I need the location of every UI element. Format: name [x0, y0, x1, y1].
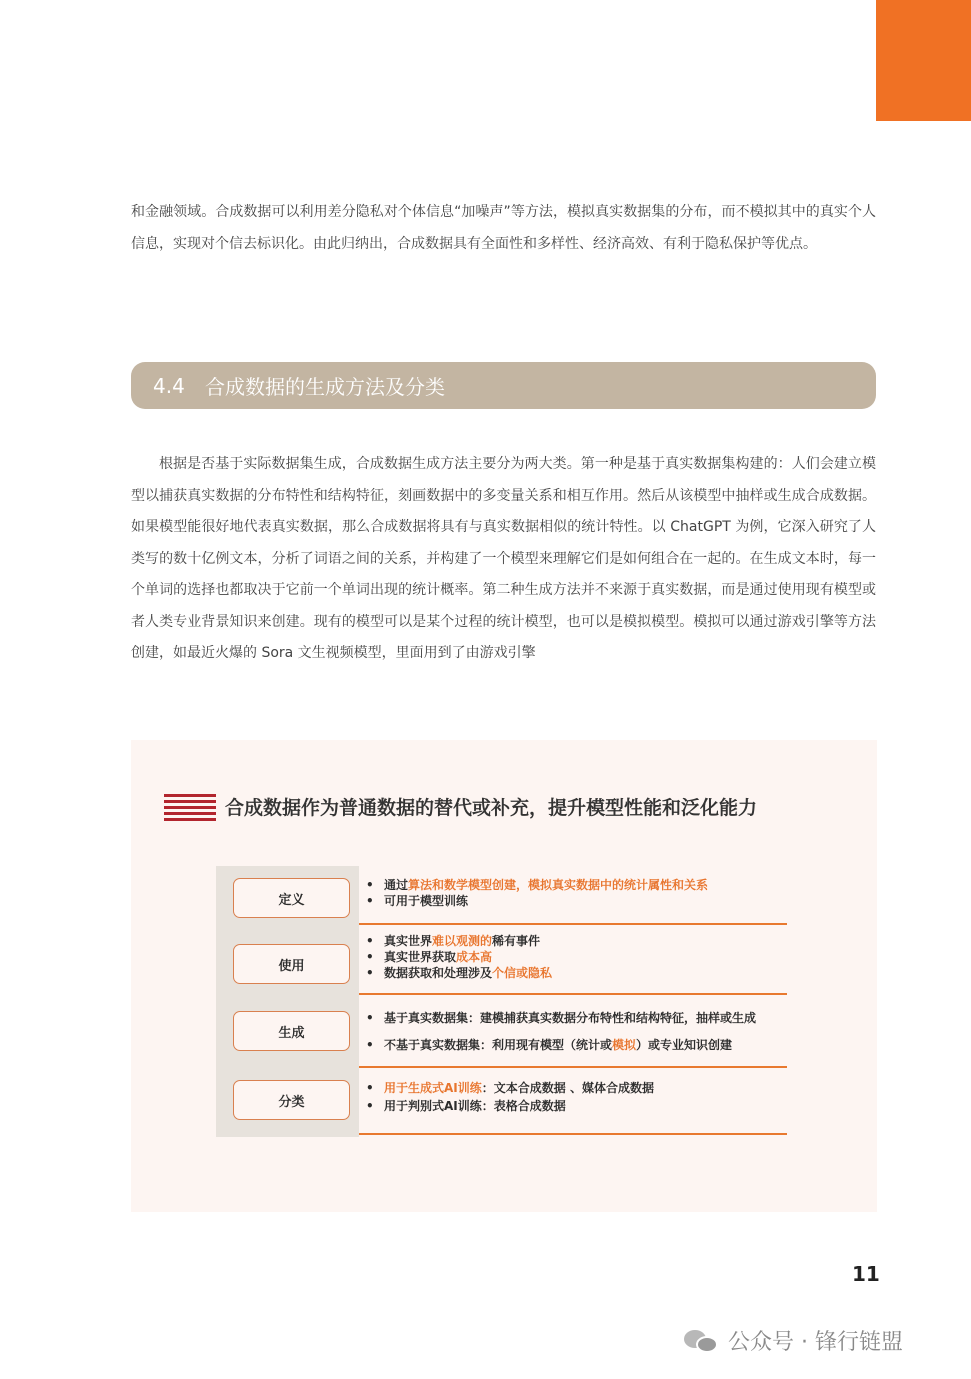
row-divider	[359, 1133, 787, 1135]
list-item: • 基于真实数据集：建模捕获真实数据分布特性和结构特征，抽样或生成	[364, 1010, 756, 1026]
row-divider	[359, 993, 787, 995]
row-definition-text	[364, 877, 708, 909]
body-paragraph: 根据是否基于实际数据集生成，合成数据生成方法主要分为两大类。第一种是基于真实数据集构建的：人们会建立模型以捕获真实数据的分布特性和结构特征，刻画数据中的多变量关系和相互作用。然后从该模型中抽样或生成合成数据。如果模型能很好地代表真实数据，那么合成数据将具有与真实数据相似的统计特性。以 ChatGPT 为例，它深入研究了人类写的数十亿例文本，分析了词语之间的关系，并构建了一个模型来理解它们是如何组合在一起的。在生成文本时，每一个单词的选择也都取决于它前一个单词出现的统计概率。第二种生成方法并不来源于真实数据，而是通过使用现有模型或者人类专业背景知识来创建。现有的模型可以是某个过程的统计模型，也可以是模拟模型。模拟可以通过游戏引擎等方法创建，如最近火爆的 Sora 文生视频模型，里面用到了由游戏引擎	[131, 456, 876, 661]
row-generation-text	[364, 1010, 756, 1053]
corner-accent-tab	[876, 0, 971, 121]
list-item: • 真实世界获取成本高	[364, 949, 552, 965]
wechat-icon	[684, 1328, 718, 1354]
list-item: • 用于判别式AI训练：表格合成数据	[364, 1098, 654, 1114]
list-item: • 通过算法和数学模型创建，模拟真实数据中的统计属性和关系	[364, 877, 708, 893]
row-classification-text	[364, 1080, 654, 1114]
section-title: 合成数据的生成方法及分类	[205, 375, 445, 399]
watermark	[684, 1325, 903, 1356]
list-item: • 数据获取和处理涉及个信或隐私	[364, 965, 552, 981]
panel-title: 合成数据作为普通数据的替代或补充，提升模型性能和泛化能力	[225, 797, 758, 819]
label-classification: 分类	[233, 1080, 350, 1120]
label-usage: 使用	[233, 944, 350, 984]
row-usage-text	[364, 933, 552, 981]
list-item: • 用于生成式AI训练：文本合成数据 、媒体合成数据	[364, 1080, 654, 1096]
watermark-text: 公众号 · 锋行链盟	[728, 1330, 903, 1355]
label-definition: 定义	[233, 878, 350, 918]
row-divider	[359, 923, 787, 925]
section-number: 4.4	[153, 373, 185, 398]
list-item: • 真实世界难以观测的稀有事件	[364, 933, 552, 949]
list-item: • 可用于模型训练	[364, 893, 708, 909]
stripes-icon	[164, 794, 216, 823]
intro-paragraph: 和金融领域。合成数据可以利用差分隐私对个体信息“加噪声”等方法，模拟真实数据集的分布，而不模拟其中的真实个人信息，实现对个信去标识化。由此归纳出，合成数据具有全面性和多样性、经济高效、有利于隐私保护等优点。	[131, 204, 876, 252]
section-header	[131, 362, 876, 409]
label-generation: 生成	[233, 1011, 350, 1051]
list-item: • 不基于真实数据集：利用现有模型（统计或模拟）或专业知识创建	[364, 1037, 756, 1053]
row-divider	[359, 1066, 787, 1068]
page-number: 11	[852, 1262, 880, 1286]
